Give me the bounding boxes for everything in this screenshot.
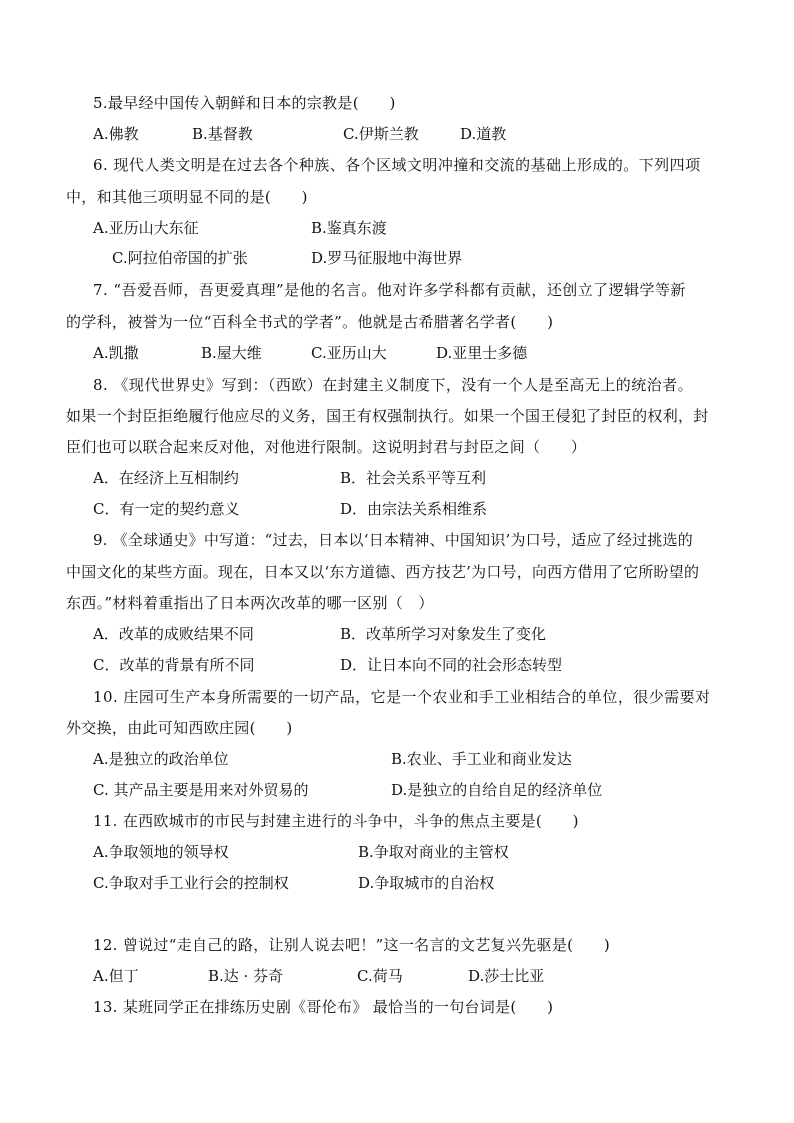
question-9-option-c: C．改革的背景有所不同 [93, 656, 255, 674]
question-10-option-a: A.是独立的政治单位 [93, 750, 229, 768]
question-7-option-d: D.亚里士多德 [436, 344, 528, 362]
question-8-option-b: B．社会关系平等互利 [340, 469, 487, 487]
question-12-option-d: D.莎士比亚 [468, 967, 545, 985]
question-11-option-c: C.争取对手工业行会的控制权 [93, 874, 289, 892]
question-8-option-c: C．有一定的契约意义 [93, 500, 240, 518]
question-10-stem-line-2: 外交换，由此可知西欧庄园( ) [66, 719, 293, 737]
question-6-option-c: C.阿拉伯帝国的扩张 [112, 249, 248, 267]
question-10-option-b: B.农业、手工业和商业发达 [391, 750, 572, 768]
question-8-option-a: A．在经济上互相制约 [93, 469, 239, 487]
question-5-option-d: D.道教 [460, 125, 507, 143]
question-11-stem: 11. 在西欧城市的市民与封建主进行的斗争中，斗争的焦点主要是( ) [93, 812, 579, 830]
question-12-option-a: A.但丁 [93, 967, 139, 985]
question-10-option-d: D.是独立的自给自足的经济单位 [391, 781, 603, 799]
question-8-option-d: D．由宗法关系相维系 [340, 500, 488, 518]
question-9-stem-line-3: 东西。”材料着重指出了日本两次改革的哪一区别（ ） [66, 594, 434, 612]
question-9-option-a: A．改革的成败结果不同 [93, 625, 254, 643]
question-5-option-b: B.基督教 [192, 125, 253, 143]
question-12-stem: 12. 曾说过“走自己的路，让别人说去吧！”这一名言的文艺复兴先驱是( ) [93, 936, 611, 954]
question-10-option-c: C. 其产品主要是用来对外贸易的 [93, 781, 309, 799]
question-6-option-b: B.鉴真东渡 [311, 219, 387, 237]
question-7-option-c: C.亚历山大 [311, 344, 387, 362]
question-12-option-c: C.荷马 [357, 967, 403, 985]
question-11-option-a: A.争取领地的领导权 [93, 843, 229, 861]
question-11-option-b: B.争取对商业的主管权 [358, 843, 509, 861]
question-6-option-d: D.罗马征服地中海世界 [311, 249, 463, 267]
question-9-stem-line-2: 中国文化的某些方面。现在，日本又以‘东方道德、西方技艺’为口号，向西方借用了它所盼望的 [66, 563, 700, 581]
question-9-option-b: B．改革所学习对象发生了变化 [340, 625, 547, 643]
question-9-option-d: D．让日本向不同的社会形态转型 [340, 656, 563, 674]
question-6-stem-line-2: 中，和其他三项明显不同的是( ) [66, 188, 308, 206]
question-8-stem-line-1: 8. 《现代世界史》写到：（西欧）在封建主义制度下，没有一个人是至高无上的统治者。 [93, 376, 694, 394]
question-5-option-c: C.伊斯兰教 [343, 125, 419, 143]
question-10-stem-line-1: 10. 庄园可生产本身所需要的一切产品，它是一个农业和手工业相结合的单位，很少需要对 [93, 688, 711, 706]
question-7-stem-line-1: 7. “吾爱吾师，吾更爱真理”是他的名言。他对许多学科都有贡献，还创立了逻辑学等新 [93, 281, 686, 299]
question-5-option-a: A.佛教 [93, 125, 139, 143]
question-7-stem-line-2: 的学科，被誉为一位“百科全书式的学者”。他就是古希腊著名学者( ) [66, 313, 554, 331]
question-6-stem-line-1: 6. 现代人类文明是在过去各个种族、各个区域文明冲撞和交流的基础上形成的。下列四项 [93, 156, 701, 174]
question-12-option-b: B.达 · 芬奇 [208, 967, 284, 985]
question-8-stem-line-2: 如果一个封臣拒绝履行他应尽的义务，国王有权强制执行。如果一个国王侵犯了封臣的权利，封 [66, 407, 709, 425]
question-8-stem-line-3: 臣们也可以联合起来反对他，对他进行限制。这说明封君与封臣之间（ ） [66, 438, 587, 456]
question-5-stem: 5.最早经中国传入朝鲜和日本的宗教是( ) [93, 94, 396, 112]
question-6-option-a: A.亚历山大东征 [93, 219, 199, 237]
question-11-option-d: D.争取城市的自治权 [358, 874, 495, 892]
question-7-option-b: B.屋大维 [201, 344, 262, 362]
question-9-stem-line-1: 9. 《全球通史》中写道：“过去，日本以‘日本精神、中国知识’为口号，适应了经过挑选的 [93, 531, 693, 549]
question-13-stem: 13. 某班同学正在排练历史剧《哥伦布》 最恰当的一句台词是( ) [93, 998, 554, 1016]
question-7-option-a: A.凯撒 [93, 344, 139, 362]
